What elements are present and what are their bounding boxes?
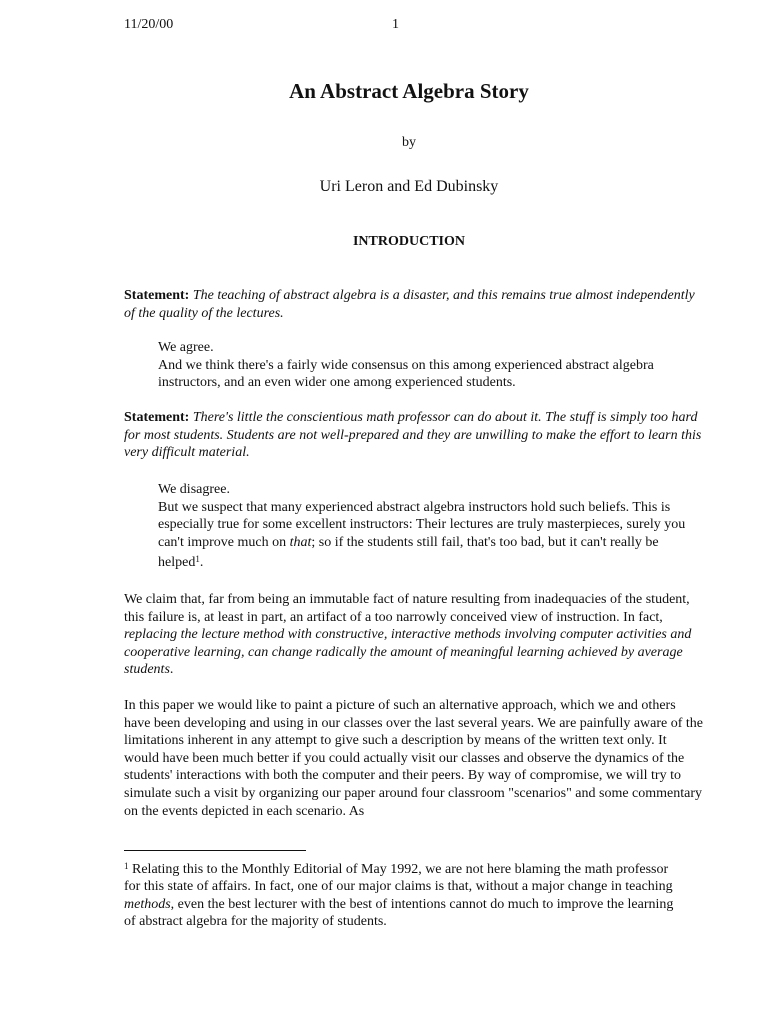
header-date: 11/20/00 — [124, 17, 174, 32]
response-2 — [158, 481, 698, 572]
footnote-emphasis: methods — [124, 896, 171, 912]
paragraph-approach — [124, 697, 704, 820]
statement-text: There's little the conscientious math professor can do about it. The stuff is simply too hard for most students. Students are not well-prepared and they are unwilling to make the effort to learn this very difficult material. — [124, 410, 702, 461]
statement-1 — [124, 287, 704, 322]
response-line: We agree. — [158, 340, 214, 355]
section-heading: INTRODUCTION — [352, 234, 465, 249]
response-line: And we think there's a fairly wide consensus on this among experienced abstract algebra instructors, and an even wider one among experienced students. — [158, 357, 654, 391]
statement-label: Statement: — [124, 288, 190, 303]
response-emphasis: that — [289, 534, 312, 550]
statement-2 — [124, 409, 704, 462]
statement-label: Statement: — [124, 410, 190, 425]
footnote-text: Relating this to the Monthly Editorial of May 1992, we are not here blaming the math professor for this state of affairs. In fact, one of our major claims is that, without a major change in teaching — [124, 862, 673, 895]
response-text: ; so if the students still fail, that's too bad, but it can't really be helped — [158, 534, 659, 571]
paragraph-text: We claim that, far from being an immutable fact of nature resulting from inadequacies of the student, this failure is, at least in part, an artifact of a too narrowly conceived view of instruction. In fact, — [124, 592, 690, 625]
response-1 — [158, 339, 698, 392]
footnote — [124, 858, 684, 931]
paragraph-emphasis: replacing the lecture method with constructive, interactive methods involving computer activities and cooperative learning, can change radically the amount of meaningful learning achieved by average students — [124, 627, 692, 678]
footnote-reference[interactable]: 1 — [195, 554, 200, 565]
response-text: . — [199, 555, 204, 571]
response-text: But we suspect that many experienced abstract algebra instructors hold such beliefs. This is especially true for some excellent instructors: Their lectures are truly masterpieces, surely you can't improve much on — [158, 499, 686, 550]
header-page-number: 1 — [392, 17, 399, 32]
paragraph-text: In this paper we would like to paint a picture of such an alternative approach, which we and others have been developing and using in our classes over the last several years. We are painfully aware of the limitations inherent in any attempt to give such a description by means of the written text only. It would have been much better if you could actually visit our classes and observe the dynamics of the students' interactions with both the computer and their peers. By way of compromise, we will try to simulate such a visit by organizing our paper around four classroom "scenarios" and some commentary on the events depicted in each scenario. As — [124, 698, 704, 819]
response-line: We disagree. — [158, 482, 230, 497]
footnote-text: , even the best lecturer with the best of intentions cannot do much to improve the learning of abstract algebra for the majority of students. — [124, 896, 674, 930]
paragraph-text: . — [169, 662, 174, 678]
paragraph-claim — [124, 591, 704, 679]
footnote-mark: 1 — [124, 861, 129, 871]
byline: by — [402, 135, 416, 150]
paper-title: An Abstract Algebra Story — [289, 79, 529, 103]
authors: Uri Leron and Ed Dubinsky — [319, 178, 499, 195]
footnote-divider — [124, 850, 306, 851]
statement-text: The teaching of abstract algebra is a disaster, and this remains true almost independently of the quality of the lectures. — [124, 288, 695, 321]
